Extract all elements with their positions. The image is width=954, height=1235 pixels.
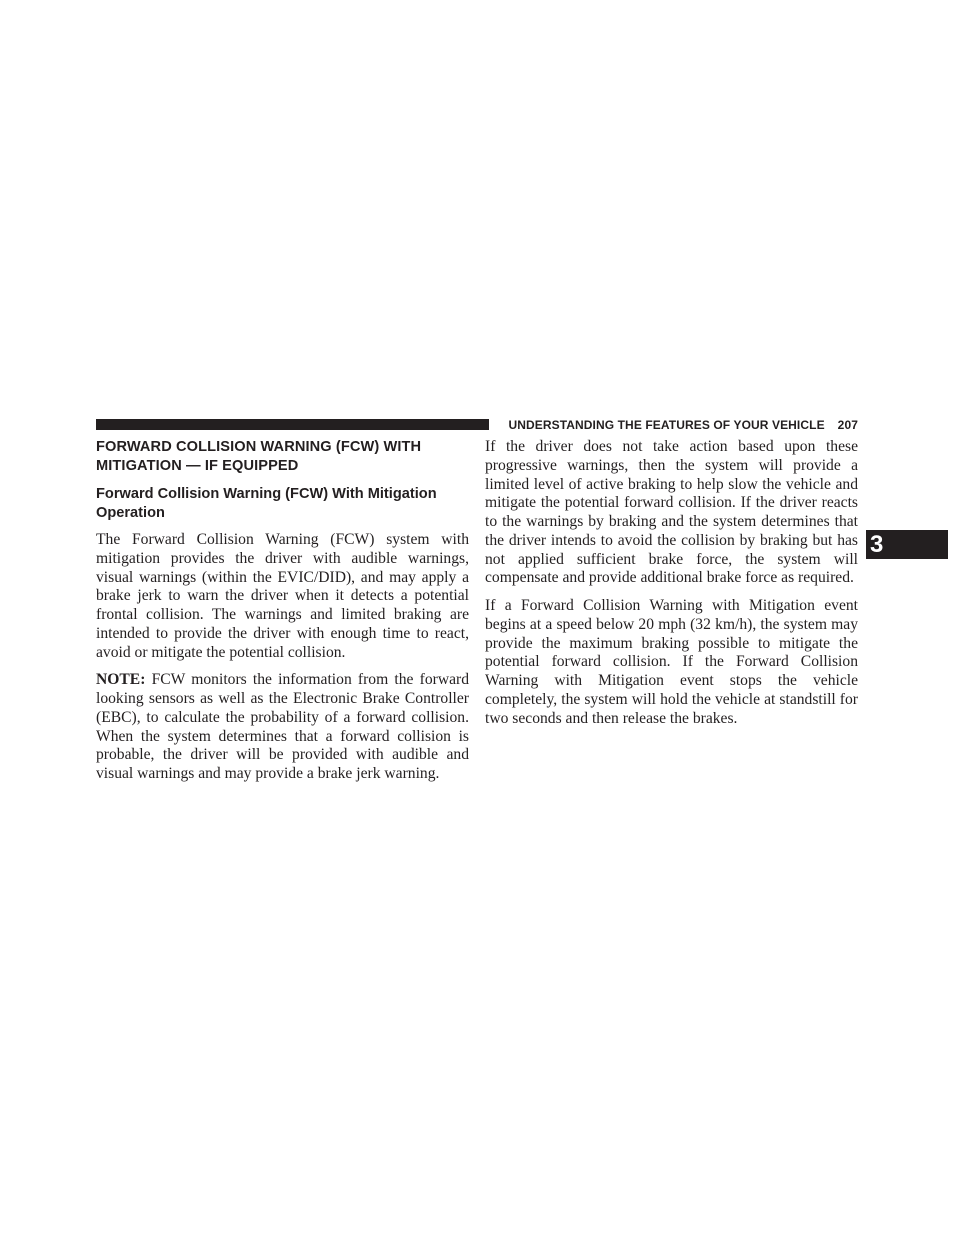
- subsection-title-line1: Forward Collision Warning (FCW) With Mitigation: [96, 486, 437, 502]
- section-title-line1: FORWARD COLLISION WARNING (FCW) WITH: [96, 439, 422, 455]
- note-paragraph: [96, 671, 469, 784]
- section-title-line2: MITIGATION — IF EQUIPPED: [96, 458, 299, 474]
- chapter-tab: 3: [866, 530, 948, 559]
- right-column: [485, 438, 858, 728]
- page-number: 207: [837, 418, 858, 432]
- braking-paragraph: If the driver does not take action based upon these progressive warnings, then the system will provide a limited level of active braking to help slow the vehicle and mitigate the potential forward collision. If the driver reacts to the warnings by braking and the system determines that the driver intends to avoid the collision by braking but has not applied sufficient brake force, the system will compensate and provide additional brake force as required.: [485, 438, 858, 587]
- running-head: [498, 417, 858, 433]
- low-speed-paragraph: If a Forward Collision Warning with Mitigation event begins at a speed below 20 mph (32 km/h), the system may provide the maximum braking possible to mitigate the potential forward collision. If the Forward Collision Warning with Mitigation event stops the vehicle completely, the system will hold the vehicle at standstill for two seconds and then release the brakes.: [485, 597, 858, 727]
- intro-paragraph: The Forward Collision Warning (FCW) system with mitigation provides the driver with audible warnings, visual warnings (within the EVIC/DID), and may apply a brake jerk to warn the driver when it detects a potential frontal collision. The warnings and limited braking are intended to provide the driver with enough time to react, avoid or mitigate the potential collision.: [96, 531, 469, 661]
- section-title: [96, 438, 469, 476]
- left-column: [96, 438, 469, 784]
- running-head-title: UNDERSTANDING THE FEATURES OF YOUR VEHICLE: [508, 418, 825, 432]
- note-label: NOTE:: [96, 671, 146, 689]
- header-rule: [96, 419, 489, 430]
- subsection-title: [96, 485, 469, 523]
- subsection-title-line2: Operation: [96, 505, 165, 521]
- note-text: FCW monitors the information from the forward looking sensors as well as the Electronic Brake Controller (EBC), to calculate the probability of a forward collision. When the system determines that a forward collision is probable, the driver will be provided with audible and visual warnings and may provide a brake jerk warning.: [96, 671, 469, 782]
